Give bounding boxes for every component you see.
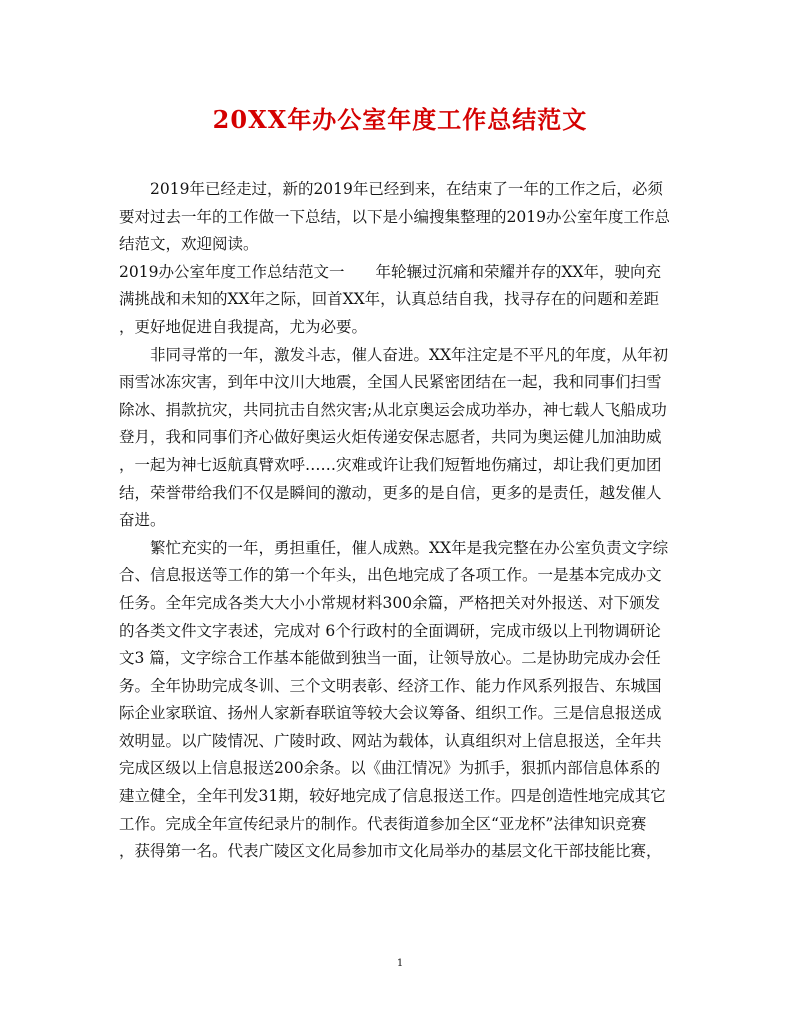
text-line: 雨雪冰冻灾害，到年中汶川大地震，全国人民紧密团结在一起，我和同事们扫雪: [119, 373, 662, 392]
text-line: 的各类文件文字表述，完成对 6个行政村的全面调研，完成市级以上刊物调研论: [119, 621, 661, 640]
text-line: 际企业家联谊、扬州人家新春联谊等较大会议筹备、组织工作。三是信息报送成: [119, 704, 662, 723]
text-line: 完成区级以上信息报送200余条。以《曲江情况》为抓手，狠抓内部信息体系的: [119, 759, 661, 778]
text-line: 务。全年协助完成冬训、三个文明表彰、经济工作、能力作风系列报告、东城国: [119, 676, 662, 695]
text-line: 效明显。以广陵情况、广陵时政、网站为载体，认真组织对上信息报送，全年共: [119, 731, 662, 750]
document-body: [119, 176, 684, 866]
text-line: 结，荣誉带给我们不仅是瞬间的激动，更多的是自信，更多的是责任，越发催人: [119, 483, 662, 502]
text-line: 除冰、捐款抗灾，共同抗击自然灾害;从北京奥运会成功举办，神七载人飞船成功: [119, 400, 667, 419]
text-line: 2019年已经走过，新的2019年已经到来，在结束了一年的工作之后，必须: [119, 180, 663, 198]
text-line: 非同寻常的一年，激发斗志，催人奋进。XX年注定是不平凡的年度，从年初: [119, 345, 669, 364]
text-line: ，一起为神七返航真臂欢呼……灾难或许让我们短暂地伤痛过，却让我们更加团: [119, 455, 662, 474]
document-title: 20XX年办公室年度工作总结范文: [212, 105, 588, 134]
text-line: 建立健全，全年刊发31期，较好地完成了信息报送工作。四是创造性地完成其它: [119, 787, 666, 806]
text-line: 繁忙充实的一年，勇担重任，催人成熟。XX年是我完整在办公室负责文字综: [119, 538, 669, 557]
text-line: 登月，我和同事们齐心做好奥运火炬传递安保志愿者，共同为奥运健儿加油助威: [119, 428, 662, 447]
text-line: ，获得第一名。代表广陵区文化局参加市文化局举办的基层文化干部技能比赛，: [119, 842, 662, 861]
text-line: 任务。全年完成各类大大小小常规材料300余篇，严格把关对外报送、对下颁发: [119, 593, 661, 612]
text-line: 结范文，欢迎阅读。: [119, 235, 259, 254]
text-line: 满挑战和未知的XX年之际，回首XX年，认真总结自我，找寻存在的问题和差距: [119, 290, 660, 309]
text-line: ，更好地促进自我提高，尤为必要。: [119, 317, 368, 336]
text-line: 文3 篇，文字综合工作基本能做到独当一面，让领导放心。二是协助完成办会任: [119, 649, 661, 668]
text-line: 奋进。: [119, 511, 166, 530]
text-line: 合、信息报送等工作的第一个年头，出色地完成了各项工作。一是基本完成办文: [119, 566, 662, 585]
text-line: 要对过去一年的工作做一下总结，以下是小编搜集整理的2019办公室年度工作总: [119, 207, 670, 226]
page-number: 1: [396, 958, 404, 969]
text-line: 2019办公室年度工作总结范文一 年轮辗过沉痛和荣耀并存的XX年，驶向充: [119, 262, 662, 281]
text-line: 工作。完成全年宣传纪录片的制作。代表街道参加全区“亚龙杯”法律知识竞赛: [119, 814, 647, 833]
